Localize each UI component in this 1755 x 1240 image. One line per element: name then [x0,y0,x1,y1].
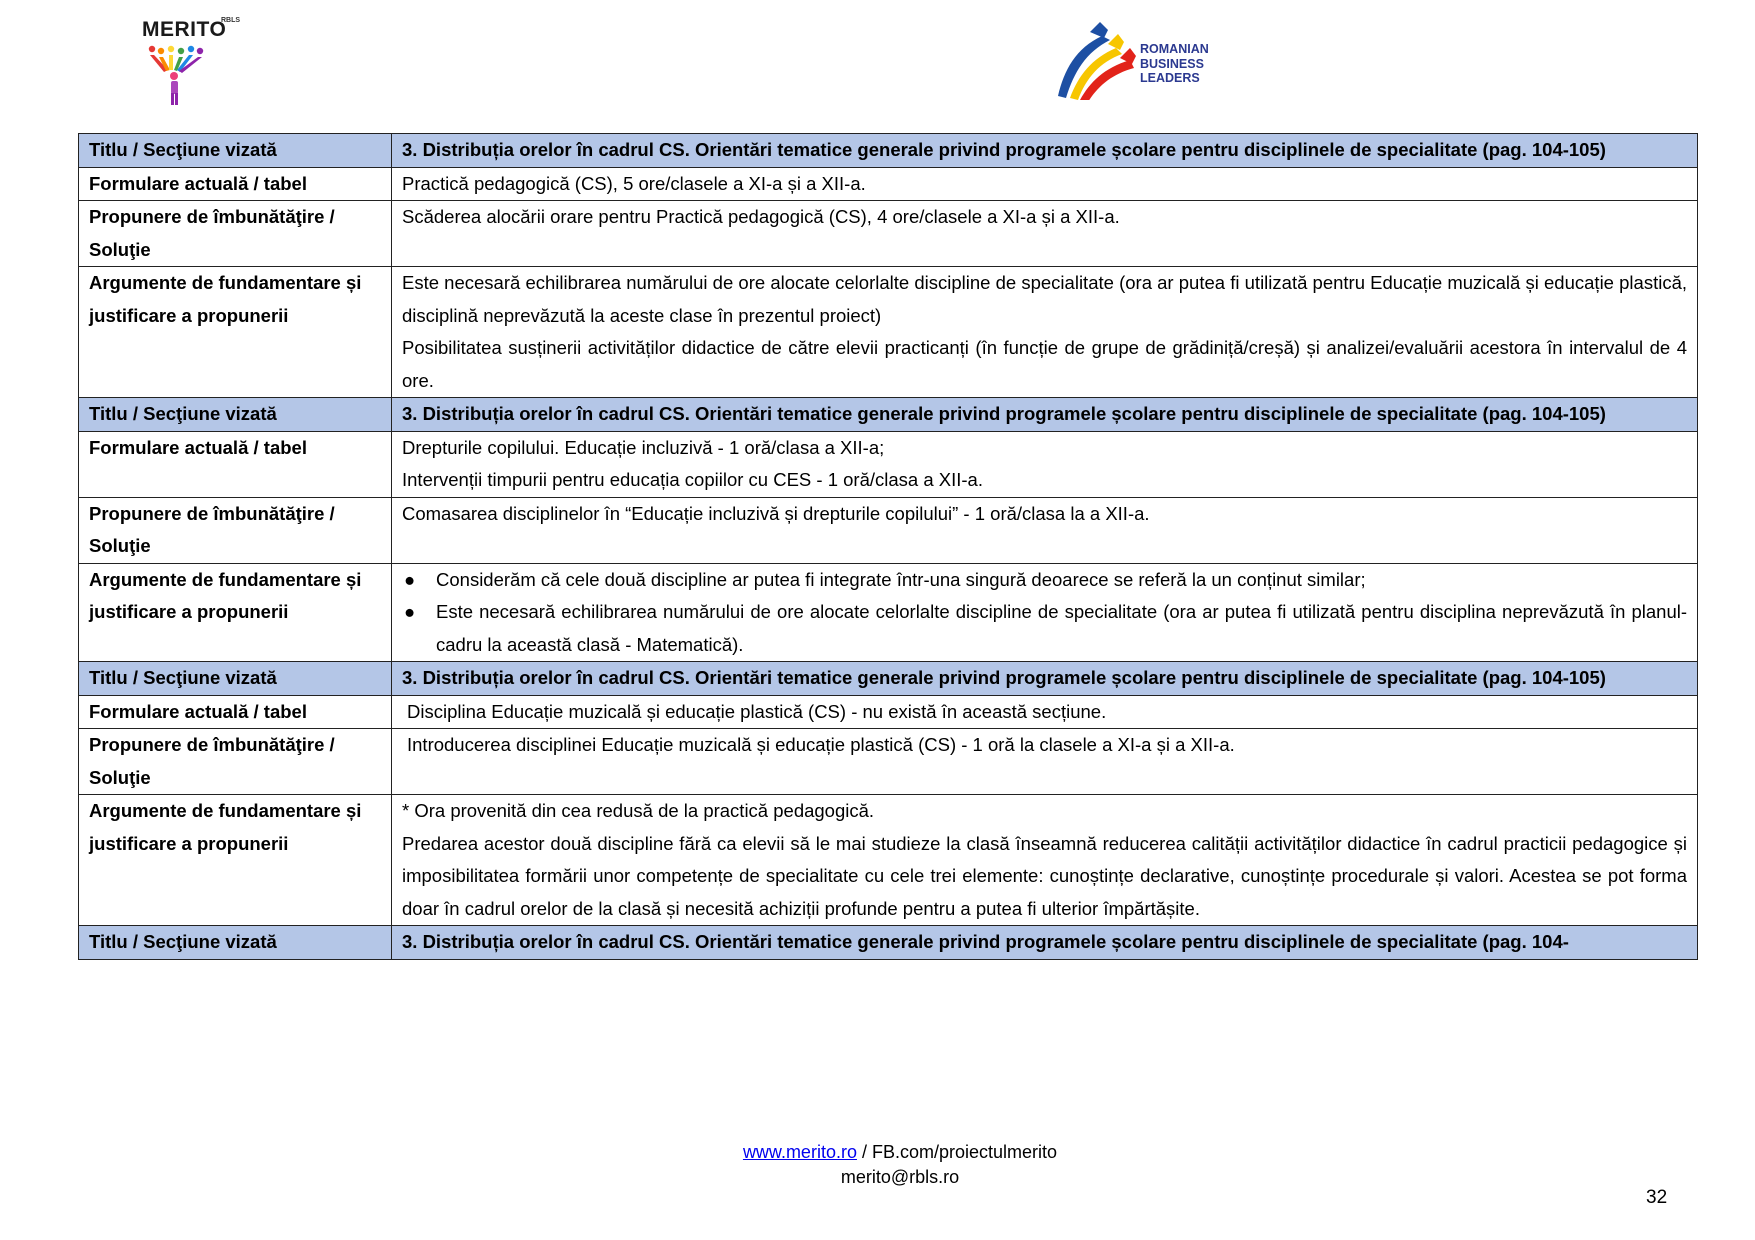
rbl-logo-line1: ROMANIAN [1140,42,1209,56]
table-row-current [79,167,1698,201]
table-row-current [79,695,1698,729]
current-value-cell [392,431,1698,497]
proposal-label-cell: Propunere de îmbunătăţire / Soluţie [79,729,392,795]
current-label-cell: Formulare actuală / tabel [79,431,392,497]
proposal-value-text: Introducerea disciplinei Educație muzicală și educație plastică (CS) - 1 oră la clasele a XI-a și a XII-a. [407,734,1235,755]
arguments-paragraph: Posibilitatea susținerii activităților didactice de către elevii practicanți (în funcție de grupe de grădiniță/creșă) și analizei/evaluării acestora în intervalul de 4 ore. [402,337,1687,391]
list-item [402,596,1687,661]
table-row-title [79,662,1698,696]
table-row-arguments [79,267,1698,398]
table-row-title [79,398,1698,432]
arguments-label-cell: Argumente de fundamentare și justificare a propunerii [79,563,392,662]
arguments-paragraph: Este necesară echilibrarea numărului de ore alocate celorlalte discipline de specialitate (ora ar putea fi utilizată pentru Educație muzicală și educație plastică, disciplină neprevăzută la aceste clase în prezentul proiect) [402,272,1687,326]
title-value-cell: 3. Distribuția orelor în cadrul CS. Orientări tematice generale privind programele școlare pentru disciplinele de specialitate (pag. 104- [392,926,1698,960]
proposal-label-cell: Propunere de îmbunătăţire / Soluţie [79,497,392,563]
list-item [402,564,1687,597]
current-label-cell: Formulare actuală / tabel [79,167,392,201]
footer-email: merito@rbls.ro [840,1167,960,1187]
table-row-proposal [79,201,1698,267]
merito-logo-text: MERITO [142,18,227,41]
arguments-paragraph: Predarea acestor două discipline fără ca elevii să le mai studieze la clasă înseamnă reducerea calității activităților didactice în cadrul practicii pedagogice și imposibilitatea formării unor competențe de specialitate cu cele trei elemente: cunoștințe declarative, cunoștințe procedurale și valori. Acestea se pot forma doar în cadrul orelor de la clasă și necesită achiziții profunde pentru a putea fi ulterior împărtășite. [402,832,1687,919]
page-number: 32 [1646,1187,1668,1208]
arguments-value-cell [392,563,1698,662]
current-value-cell [392,695,1698,729]
footer-links-line [0,1140,1755,1165]
bullet-text: Este necesară echilibrarea numărului de ore alocate celorlalte discipline de specialitate (ora ar putea fi utilizată pentru disciplina neprevăzută în planul-cadru la această clasă - Matematică). [436,601,1687,655]
website-link[interactable]: www.merito.ro [742,1142,857,1162]
arguments-paragraph: * Ora provenită din cea redusă de la practică pedagogică. [402,800,875,821]
table-row-title [79,134,1698,168]
table-row-title [79,926,1698,960]
rbl-logo-line2: BUSINESS [1140,56,1204,71]
arguments-value-cell [392,267,1698,398]
page-footer [0,1140,1755,1190]
bullet-icon: ● [404,601,416,622]
proposals-table [78,133,1698,960]
title-label-cell: Titlu / Secţiune vizată [79,134,392,168]
merito-logo [138,16,241,108]
table-row-arguments [79,795,1698,926]
footer-separator: / [856,1142,872,1162]
arguments-label-cell: Argumente de fundamentare și justificare a propunerii [79,795,392,926]
merito-logo-sup: RBLS [221,17,241,24]
rbl-flag-graphic [1050,18,1136,100]
table-row-proposal [79,497,1698,563]
facebook-link: FB.com/proiectulmerito [871,1142,1058,1162]
arguments-bullet-list [402,564,1687,662]
table-row-current [79,431,1698,497]
title-label-cell: Titlu / Secţiune vizată [79,398,392,432]
proposal-label-cell: Propunere de îmbunătăţire / Soluţie [79,201,392,267]
rbl-logo-line3: LEADERS [1140,71,1200,85]
proposal-value-cell: Comasarea disciplinelor în “Educație incluzivă și drepturile copilului” - 1 oră/clasa la a XII-a. [392,497,1698,563]
title-value-cell: 3. Distribuția orelor în cadrul CS. Orientări tematice generale privind programele școlare pentru disciplinele de specialitate (pag. 104-105) [392,662,1698,696]
title-label-cell: Titlu / Secţiune vizată [79,662,392,696]
current-label-cell: Formulare actuală / tabel [79,695,392,729]
proposal-value-cell [392,729,1698,795]
title-value-cell: 3. Distribuția orelor în cadrul CS. Orientări tematice generale privind programele școlare pentru disciplinele de specialitate (pag. 104-105) [392,134,1698,168]
table-row-arguments [79,563,1698,662]
merito-figures-graphic [146,44,206,106]
bullet-icon: ● [404,568,416,590]
title-label-cell: Titlu / Secţiune vizată [79,926,392,960]
bullet-text: Considerăm că cele două discipline ar putea fi integrate într-una singură deoarece se referă la un conținut similar; [436,568,1366,590]
table-row-proposal [79,729,1698,795]
title-value-cell: 3. Distribuția orelor în cadrul CS. Orientări tematice generale privind programele școlare pentru disciplinele de specialitate (pag. 104-105) [392,398,1698,432]
current-value-cell: Practică pedagogică (CS), 5 ore/clasele a XI-a și a XII-a. [392,167,1698,201]
arguments-label-cell: Argumente de fundamentare și justificare a propunerii [79,267,392,398]
current-line: Intervenții timpurii pentru educația copiilor cu CES - 1 oră/clasa a XII-a. [402,469,983,490]
current-line: Drepturile copilului. Educație incluzivă - 1 oră/clasa a XII-a; [402,436,885,458]
current-value-text: Disciplina Educație muzicală și educație plastică (CS) - nu există în această secțiune. [407,700,1107,722]
arguments-value-cell [392,795,1698,926]
proposal-value-cell: Scăderea alocării orare pentru Practică pedagogică (CS), 4 ore/clasele a XI-a și a XII-a. [392,201,1698,267]
romanian-business-leaders-logo [1050,18,1220,106]
